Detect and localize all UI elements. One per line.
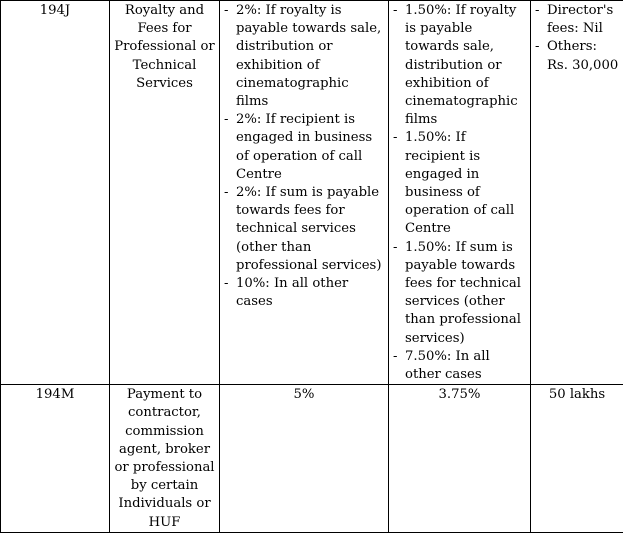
new-rate-list xyxy=(393,2,526,384)
list-item: - Others: Rs. 30,000 xyxy=(535,38,619,74)
nature-of-payment-cell: Payment to contractor, commission agent, broker or professional by certain Individuals or HUF xyxy=(110,385,220,533)
threshold-cell xyxy=(531,1,623,385)
new-rate-cell xyxy=(389,1,531,385)
list-item: - 2%: If royalty is payable towards sale, distribution or exhibition of cinematographic films xyxy=(224,2,384,111)
old-rate-list xyxy=(224,2,384,311)
list-item: - 1.50%: If sum is payable towards fees for technical services (other than professional services) xyxy=(393,239,526,348)
list-item: - 2%: If recipient is engaged in business of operation of call Centre xyxy=(224,111,384,184)
old-rate-cell: 5% xyxy=(220,385,389,533)
threshold-list xyxy=(535,2,619,75)
old-rate-cell xyxy=(220,1,389,385)
list-item: - 1.50%: If royalty is payable towards sale, distribution or exhibition of cinematographic films xyxy=(393,2,526,129)
nature-of-payment-cell: Royalty and Fees for Professional or Technical Services xyxy=(110,1,220,385)
new-rate-cell: 3.75% xyxy=(389,385,531,533)
list-item: - Director's fees: Nil xyxy=(535,2,619,38)
table-row-194j xyxy=(1,1,623,385)
list-item: - 1.50%: If recipient is engaged in business of operation of call Centre xyxy=(393,129,526,238)
threshold-cell: 50 lakhs xyxy=(531,385,623,533)
section-cell: 194J xyxy=(1,1,110,385)
section-cell: 194M xyxy=(1,385,110,533)
list-item: - 2%: If sum is payable towards fees for technical services (other than professional services) xyxy=(224,184,384,275)
list-item: - 7.50%: In all other cases xyxy=(393,348,526,384)
list-item: - 10%: In all other cases xyxy=(224,275,384,311)
table-row-194m xyxy=(1,385,623,533)
